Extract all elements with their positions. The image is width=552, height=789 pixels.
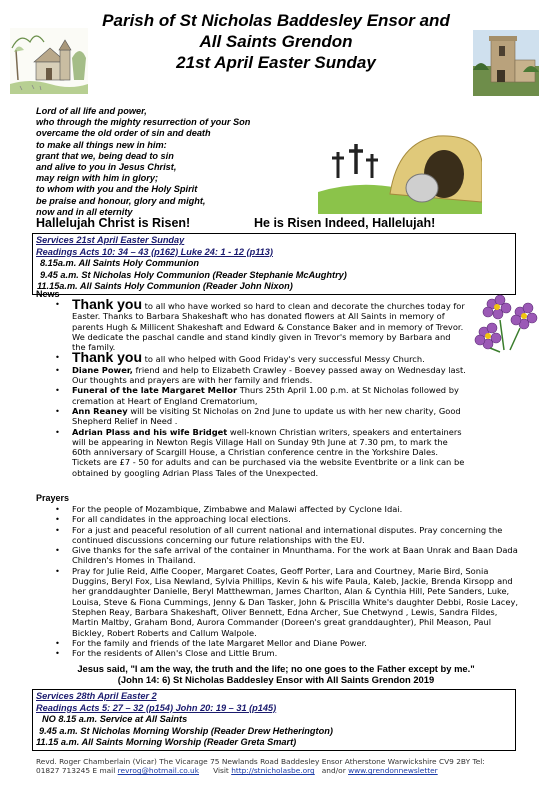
services-heading: Services 21st April Easter Sunday — [36, 235, 185, 245]
prayer-line: to make all things new in him: — [36, 139, 167, 150]
service-line: NO 8.15 a.m. Service at All Saints — [42, 714, 188, 724]
prayer-item: • For the people of Mozambique, Zimbabwe and Malawi affected by Cyclone Idai. — [36, 504, 520, 514]
news-item-lead: Adrian Plass and his wife Bridget — [72, 426, 228, 437]
empty-tomb-illustration — [318, 122, 482, 214]
news-item-lead: Ann Reaney — [72, 405, 128, 416]
news-item — [36, 406, 466, 427]
news-item-lead: Funeral of the late Margaret Mellor — [72, 385, 238, 396]
prayer-item: • For all candidates in the approaching local elections. — [36, 514, 520, 524]
news-item-text: friend and help to Elizabeth Crawley - Boevey passed away on Wednesday last. Our thoughts and prayers are with her family and friends. — [72, 364, 466, 386]
website-link-grendon[interactable]: www.grendonnewsletter — [348, 766, 438, 776]
footer-and: and/or — [314, 766, 349, 776]
service-line: 11.15a.m. All Saints Holy Communion (Reader John Nixon) — [37, 281, 293, 291]
service-line: 9.45 a.m. St Nicholas Morning Worship (Reader Drew Hetherington) — [39, 725, 333, 736]
news-item — [36, 365, 466, 386]
contact-footer — [36, 757, 526, 776]
hallelujah-right: He is Risen Indeed, Hallelujah! — [254, 216, 436, 230]
hallelujah-left: Hallelujah Christ is Risen! — [36, 216, 191, 230]
news-heading: News — [36, 289, 60, 299]
prayer-line: grant that we, being dead to sin — [36, 150, 174, 161]
prayer-line: Lord of all life and power, — [36, 106, 147, 116]
prayer-item: • For the residents of Allen's Close and Little Brum. — [36, 648, 520, 658]
news-item — [36, 296, 466, 353]
prayers-heading: Prayers — [36, 493, 70, 503]
footer-visit: Visit — [198, 766, 232, 776]
title-line-3: 21st April Easter Sunday — [176, 53, 376, 72]
news-item-lead: Diane Power, — [72, 364, 133, 375]
prayer-item: • Pray for Julie Reid, Alfie Cooper, Margaret Coates, Geoff Porter, Lara and Courtney, Marie Bird, Sonia Duggins, Beryl Fox, Lisa Newland, Sylvia Phillips, Kevin & his wife Paula, Kaleb, Jackie, Brenda Kirsopp and her granddaughter Danielle, Beryl Matthewman, James Charlton, Alan & Cynthia Hill, Pete Sanders, Luke, Louisa, Steve & Fiona Cummings, Jenny & Dan Tasker, John & Priscilla White's daughter Debbi, Rosie Lacey, Stephen Reay, Barbara Shakeshaft, Oliver Bennett, Edna Archer, Sue Chetwynd , Lewis, Sandra Fildes, Martin Maltby, Graham Bond, Aurora Commander (Doreen's great granddaughter), Phil Meason, Paul Bickley, Robert Roberts and Callum Walpole. — [36, 566, 520, 638]
prayer-line: be praise and honour, glory and might, — [36, 195, 206, 206]
news-list — [36, 296, 466, 478]
prayers-list — [36, 504, 520, 658]
prayer-line: overcame the old order of sin and death — [36, 128, 211, 139]
prayer-line: to whom with you and the Holy Spirit — [36, 184, 198, 195]
news-item-text: to all who have worked so hard to clean and decorate the churches today for Easter. Thanks to Barbara Shakeshaft who has donated flowers at All Saints in memory of parents Hugh & Millicent Shakeshaft and Edward & Constance Baker and in memory of Trevor. We dedicate the paschal candle and stand kindly given in Trevor's memory by Barbara and the family. — [72, 301, 465, 353]
services-box-easter-sunday — [32, 233, 516, 295]
title-line-1: Parish of St Nicholas Baddesley Ensor and — [102, 11, 450, 30]
page-title — [80, 10, 472, 73]
quote-line-1: Jesus said, "I am the way, the truth and the life; no one goes to the Father except by me." — [77, 663, 475, 674]
news-item-lead: Thank you — [72, 296, 143, 312]
scripture-quote — [36, 663, 516, 685]
prayer-line: and alive to you in Jesus Christ, — [36, 162, 177, 173]
prayer-line: now and in all eternity — [36, 206, 133, 217]
services-readings: Readings Acts 10: 34 – 43 (p162) Luke 24: 1 - 12 (p113) — [36, 246, 273, 257]
quote-line-2: (John 14: 6) St Nicholas Baddesley Ensor with All Saints Grendon 2019 — [117, 674, 435, 685]
news-item-text: well-known Christian writers, speakers and entertainers will be appearing in Newton Regis Village Hall on Sunday 9th June at 7.30 pm, to mark the 60th anniversary of Scargill House, a Christian conference centre in the Yorkshire Dales. Tickets are £7 - 50 for adults and can be purchased via the website Eventbrite or a link can be obtained by googling Adrian Plass Tales of the Unexpected. — [72, 426, 465, 478]
news-item-text: to all who helped with Good Friday's very successful Messy Church. — [142, 354, 425, 365]
services-heading: Services 28th April Easter 2 — [36, 691, 157, 701]
flowers-illustration — [470, 290, 540, 354]
email-link[interactable]: revrog@hotmail.co.uk — [117, 766, 199, 776]
church-sketch-image — [10, 28, 88, 94]
service-line: 9.45 a.m. St Nicholas Holy Communion (Reader Stephanie McAughtry) — [40, 269, 347, 280]
prayer-line: may reign with him in glory; — [36, 173, 159, 184]
prayer-line: who through the mighty resurrection of your Son — [36, 117, 251, 128]
website-link-stnicholas[interactable]: http://stnicholasbe.org — [231, 766, 315, 776]
collect-prayer — [36, 106, 336, 218]
news-item — [36, 349, 466, 366]
church-photo-image — [473, 30, 539, 96]
footer-phone: 01827 713245 E mail — [36, 766, 118, 776]
news-item-text: Thurs 25th April 1.00 p.m. at St Nicholas followed by cremation at Heart of England Crematorium, — [72, 385, 459, 406]
footer-contact-line — [36, 766, 526, 775]
prayer-item: • For the family and friends of the late Margaret Mellor and Diane Power. — [36, 638, 520, 648]
services-readings: Readings Acts 5: 27 – 32 (p154) John 20: 19 – 31 (p145) — [36, 702, 277, 713]
news-item — [36, 427, 466, 478]
service-line: 8.15a.m. All Saints Holy Communion — [40, 258, 199, 268]
service-line: 11.15 a.m. All Saints Morning Worship (Reader Greta Smart) — [36, 737, 297, 747]
footer-address: Revd. Roger Chamberlain (Vicar) The Vicarage 75 Newlands Road Baddesley Ensor Atherstone Warwickshire CV9 2BY Tel: — [36, 757, 485, 766]
news-item — [36, 385, 466, 406]
news-item-text: will be visiting St Nicholas on 2nd June to update us with her new charity, Good Shepherd Relief in Need . — [72, 405, 461, 427]
prayer-item: • Give thanks for the safe arrival of the container in Mnunthama. For the work at Baan Unrak and Baan Dada Children's Homes in Thailand. — [36, 545, 520, 566]
title-line-2: All Saints Grendon — [199, 32, 353, 51]
news-item-lead: Thank you — [72, 349, 143, 366]
prayer-item: • For a just and peaceful resolution of all current national and international disputes. Pray concerning the continued discussions concerning our future relationships with the EU. — [36, 525, 520, 546]
services-box-easter-2 — [32, 689, 516, 751]
